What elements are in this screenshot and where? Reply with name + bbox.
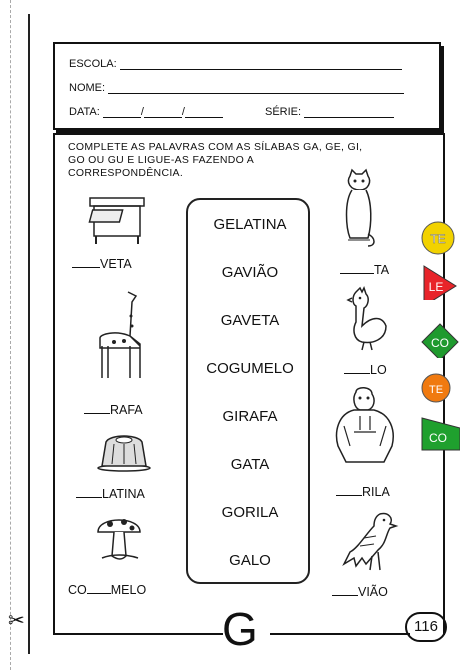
date-separator: /	[140, 106, 144, 118]
serie-label: SÉRIE:	[265, 106, 302, 118]
side-tab-circle-yellow	[420, 220, 460, 256]
word-item[interactable]: GIRAFA	[222, 408, 278, 425]
rooster-picture	[342, 286, 390, 352]
blank-word-lo[interactable]: LO	[344, 362, 387, 377]
side-tab-circle-orange	[420, 370, 460, 406]
month-field[interactable]	[144, 117, 182, 118]
word-panel	[186, 198, 310, 584]
escola-label: ESCOLA:	[69, 58, 117, 70]
word-item[interactable]: GAVIÃO	[221, 264, 279, 281]
blank-line[interactable]	[76, 486, 102, 498]
side-tab-triangle-red	[420, 264, 460, 300]
letter-heading: G	[222, 603, 258, 655]
gorilla-picture	[330, 386, 402, 470]
escola-field[interactable]	[120, 69, 402, 70]
word-item[interactable]: COGUMELO	[206, 360, 294, 377]
blank-line[interactable]	[87, 582, 111, 594]
blank-word-cogumelo[interactable]: CO MELO	[68, 583, 147, 597]
side-tab-square-green	[420, 416, 460, 452]
date-separator: /	[181, 106, 185, 118]
word-item[interactable]: GATA	[230, 456, 270, 473]
data-line	[69, 106, 223, 118]
blank-line[interactable]	[332, 584, 358, 596]
blank-word-latina[interactable]: LATINA	[76, 486, 145, 501]
page-number: 116	[405, 612, 447, 642]
day-field[interactable]	[103, 117, 141, 118]
word-item[interactable]: GORILA	[221, 504, 279, 521]
blank-line[interactable]	[84, 402, 110, 414]
word-item[interactable]: GALO	[229, 552, 271, 569]
word-item[interactable]: GELATINA	[213, 216, 287, 233]
mushroom-picture	[94, 512, 144, 568]
blank-word-rila[interactable]: RILA	[336, 484, 390, 499]
blank-line[interactable]	[344, 362, 370, 374]
side-tab-label: LE	[428, 280, 444, 294]
bottom-rule-left	[53, 633, 223, 635]
blank-word-ta[interactable]: TA	[340, 262, 389, 277]
gelatin-mold-picture	[94, 428, 154, 472]
header-box	[53, 42, 441, 130]
drawer-cabinet-picture	[82, 190, 162, 246]
side-tab-label: TE	[430, 232, 446, 246]
blank-line[interactable]	[336, 484, 362, 496]
year-field[interactable]	[185, 117, 223, 118]
hawk-picture	[336, 508, 406, 574]
bottom-rule-right	[270, 633, 410, 635]
side-tab-label: CO	[431, 336, 449, 350]
serie-field[interactable]	[304, 117, 394, 118]
word-item[interactable]: GAVETA	[220, 312, 280, 329]
scissors-icon: ✂	[8, 610, 25, 632]
nome-field[interactable]	[108, 93, 404, 94]
cut-line	[10, 0, 11, 670]
side-tab-label: CO	[429, 431, 447, 445]
serie-line	[265, 106, 394, 118]
blank-word-rafa[interactable]: RAFA	[84, 402, 143, 417]
escola-line	[69, 58, 402, 70]
instructions-text: COMPLETE AS PALAVRAS COM AS SÍLABAS GA, GE, GI, GO OU GU E LIGUE-AS FAZENDO A CORRESPONDÊNCIA.	[68, 141, 363, 179]
blank-line[interactable]	[72, 256, 100, 268]
blank-word-veta[interactable]: VETA	[72, 256, 132, 271]
side-tab-diamond-green	[420, 322, 460, 358]
giraffe-picture	[92, 286, 152, 386]
nome-line	[69, 82, 404, 94]
data-label: DATA:	[69, 106, 100, 118]
blank-word-viao[interactable]: VIÃO	[332, 584, 388, 599]
nome-label: NOME:	[69, 82, 106, 94]
side-tab-label: TE	[428, 384, 444, 396]
cat-picture	[338, 168, 378, 250]
blank-line[interactable]	[340, 262, 374, 274]
